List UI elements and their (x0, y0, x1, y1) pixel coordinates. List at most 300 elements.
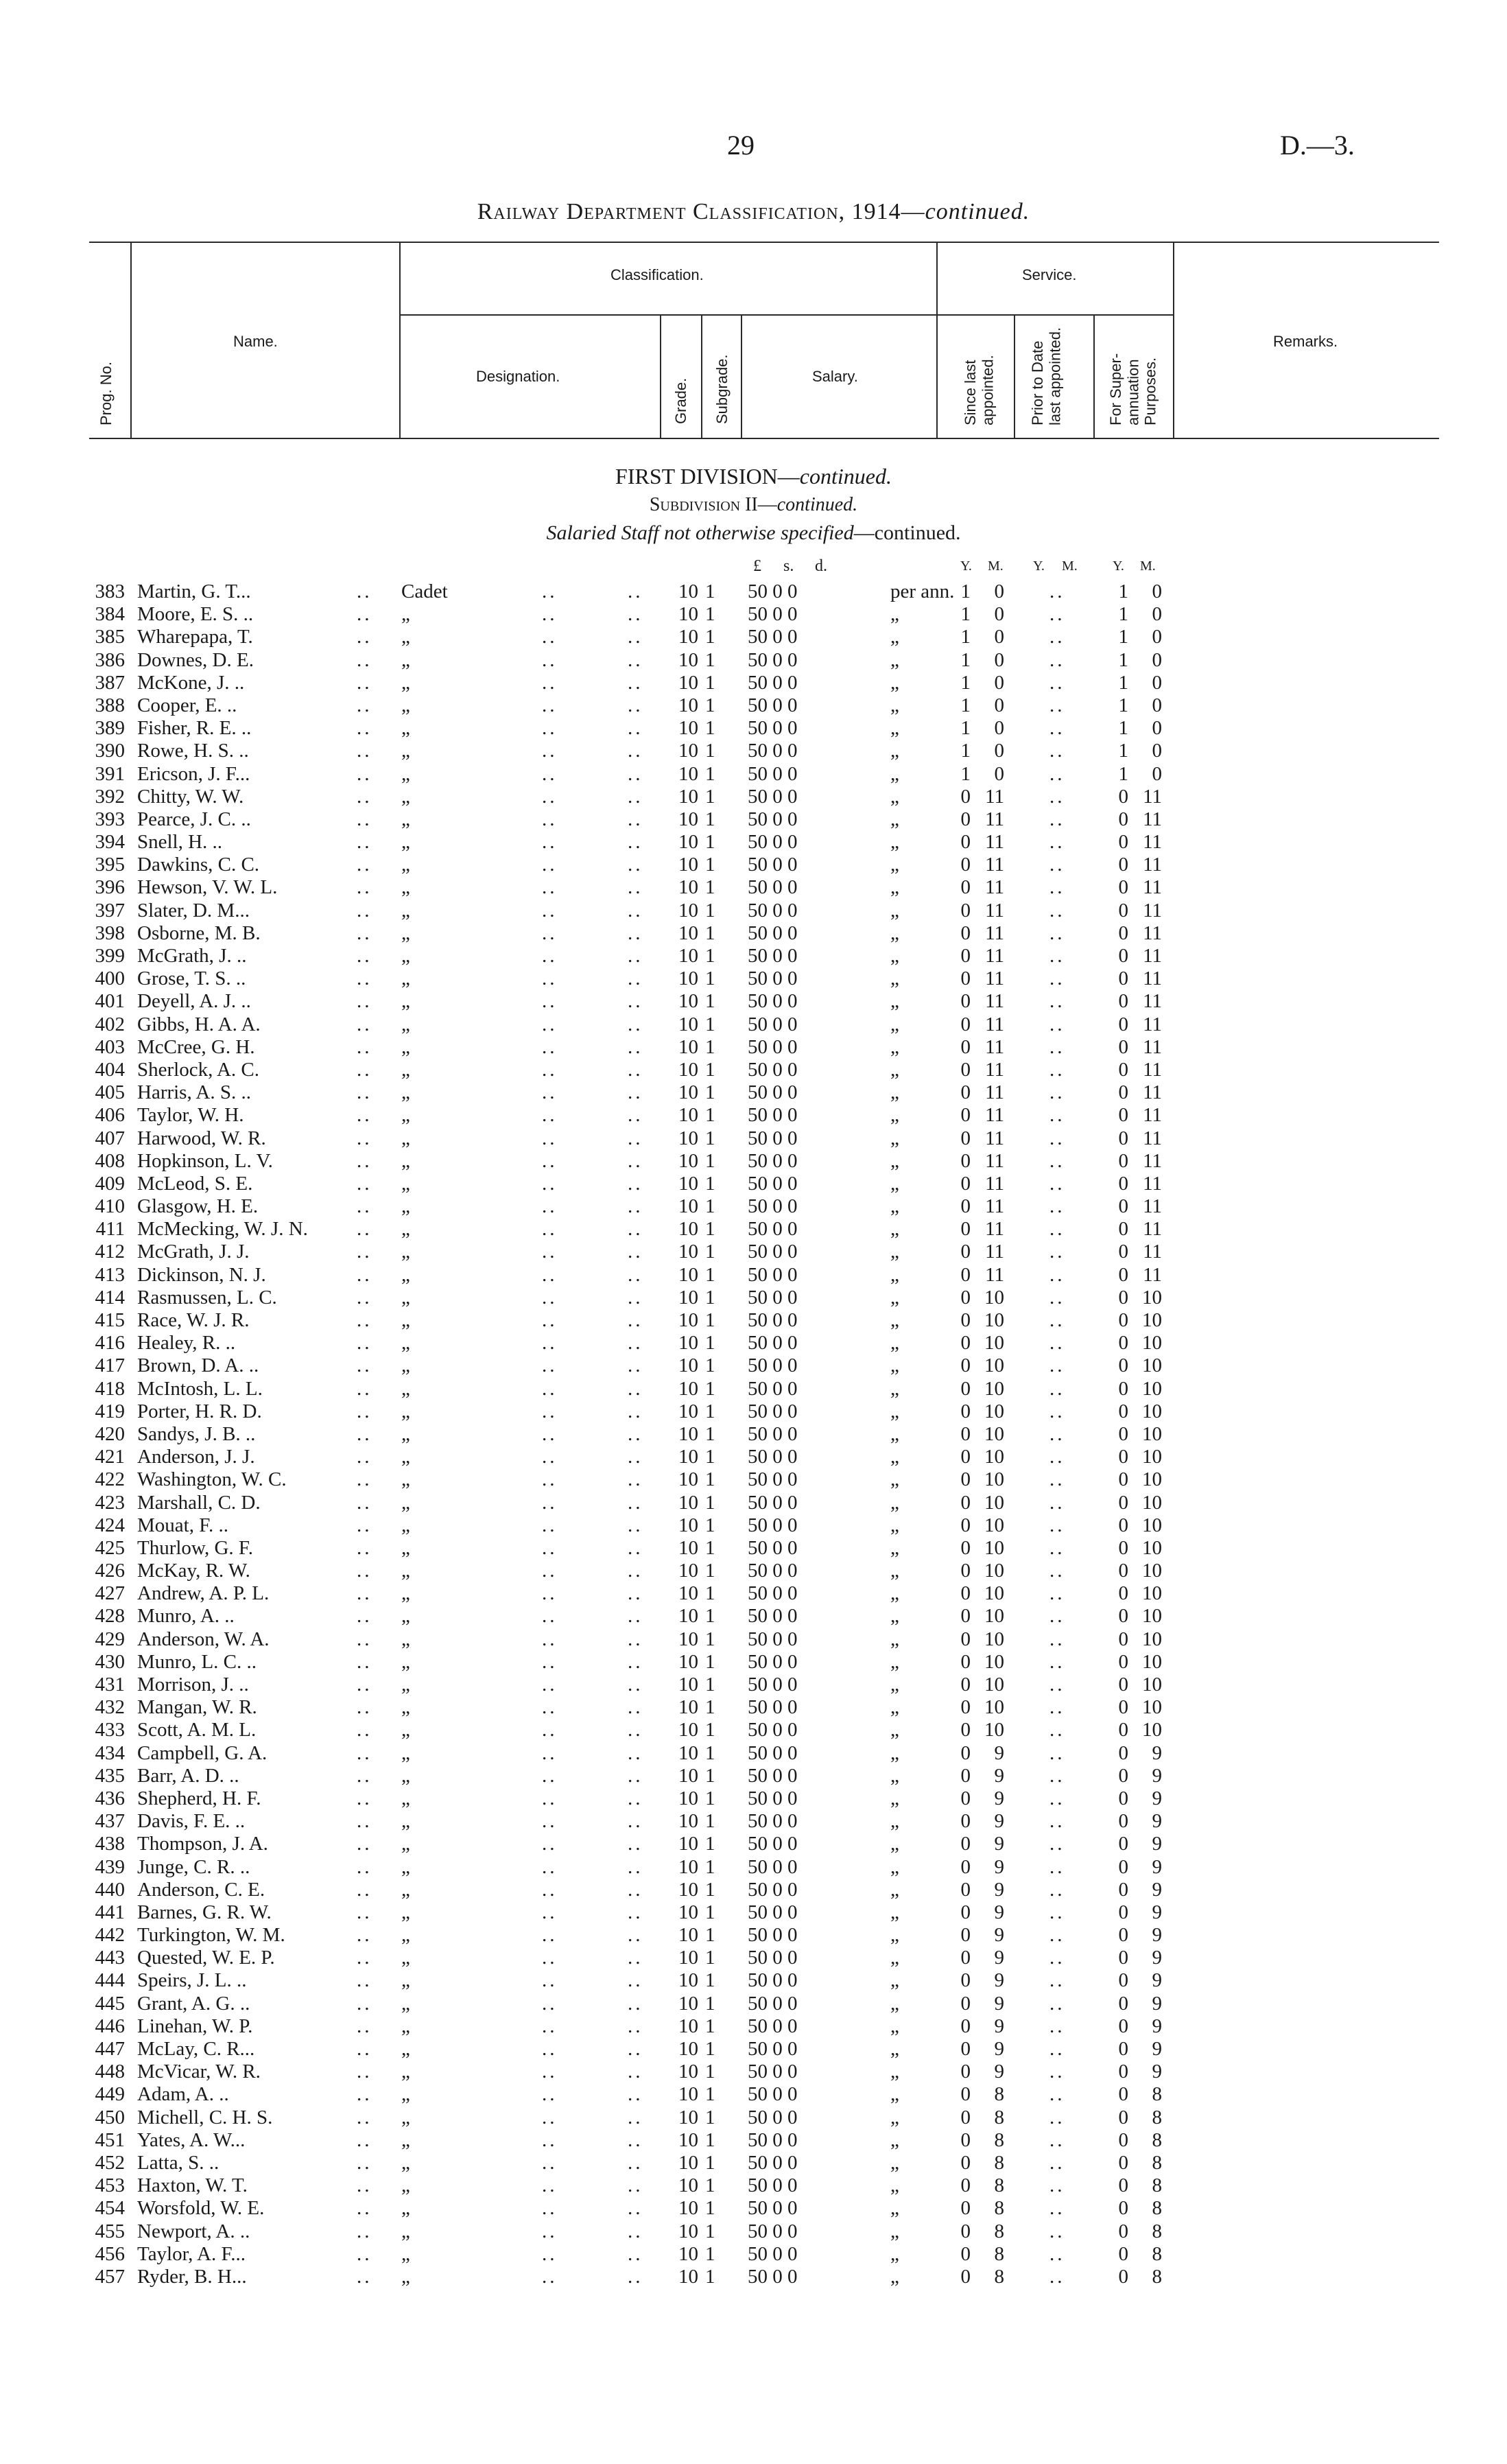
since-months: 10 (984, 1719, 1004, 1741)
staff-name: Munro, A. .. (137, 1605, 235, 1628)
subgrade: 1 (705, 1582, 715, 1605)
subgrade: 1 (705, 1628, 715, 1650)
subgrade: 1 (705, 2083, 715, 2106)
staff-name: Harwood, W. R. (137, 1127, 266, 1149)
super-months: 11 (1143, 831, 1162, 854)
salary-period: „ (890, 648, 899, 671)
subgrade: 1 (705, 1969, 715, 1992)
super-months: 11 (1143, 854, 1162, 876)
leader-dots: .. (628, 1878, 643, 1901)
since-months: 11 (985, 990, 1004, 1013)
subgrade: 1 (705, 1035, 715, 1058)
leader-dots: .. (357, 1833, 372, 1855)
prior-service: .. (1049, 1696, 1065, 1719)
prog-number: 391 (95, 762, 125, 785)
leader-dots: .. (628, 1855, 643, 1878)
super-years: 1 (1118, 603, 1128, 626)
leader-dots: .. (542, 1878, 558, 1901)
salary-period: „ (890, 1377, 899, 1400)
grade: 10 (678, 1560, 698, 1582)
prog-number: 386 (95, 648, 125, 671)
staff-name: McKone, J. .. (137, 671, 245, 694)
prog-number: 430 (95, 1650, 125, 1673)
leader-dots: .. (628, 808, 643, 830)
designation: „ (401, 1354, 410, 1377)
leader-dots: .. (628, 1628, 643, 1650)
leader-dots: .. (628, 1764, 643, 1787)
super-months: 0 (1152, 694, 1162, 716)
leader-dots: .. (357, 1901, 372, 1923)
subgrade: 1 (705, 1468, 715, 1491)
leader-dots: .. (542, 671, 558, 694)
grade: 10 (678, 1741, 698, 1764)
table-row (0, 900, 1507, 922)
prog-number: 399 (95, 945, 125, 967)
since-years: 0 (960, 1172, 971, 1195)
prior-service: .. (1049, 1514, 1065, 1536)
leader-dots: .. (357, 1104, 372, 1127)
salary: 50 0 0 (748, 1810, 798, 1833)
prior-service: .. (1049, 1560, 1065, 1582)
super-months: 10 (1142, 1650, 1162, 1673)
table-row (0, 1901, 1507, 1924)
grade: 10 (678, 1605, 698, 1628)
subgrade: 1 (705, 1172, 715, 1195)
table-row (0, 786, 1507, 808)
salary: 50 0 0 (748, 945, 798, 967)
grade: 10 (678, 1650, 698, 1673)
prog-number: 428 (95, 1605, 125, 1628)
leader-dots: .. (628, 1127, 643, 1149)
since-months: 10 (984, 1605, 1004, 1628)
since-years: 0 (960, 1969, 971, 1992)
super-months: 0 (1152, 603, 1162, 626)
since-years: 0 (960, 876, 971, 899)
subgrade: 1 (705, 1149, 715, 1172)
designation: „ (401, 740, 410, 762)
prog-number: 455 (95, 2220, 125, 2242)
leader-dots: .. (542, 967, 558, 990)
super-months: 11 (1143, 945, 1162, 967)
subgrade: 1 (705, 1719, 715, 1741)
leader-dots: .. (542, 2128, 558, 2151)
super-months: 0 (1152, 762, 1162, 785)
since-years: 1 (960, 671, 971, 694)
grade: 10 (678, 1833, 698, 1855)
since-years: 0 (960, 1309, 971, 1331)
since-years: 0 (960, 2038, 971, 2060)
leader-dots: .. (628, 1947, 643, 1969)
prior-service: .. (1049, 831, 1065, 854)
subgrade: 1 (705, 1810, 715, 1833)
salary-period: „ (890, 1947, 899, 1969)
designation: „ (401, 2038, 410, 2060)
staff-name: Morrison, J. .. (137, 1674, 249, 1696)
prog-number: 444 (95, 1969, 125, 1992)
subgrade: 1 (705, 2038, 715, 2060)
staff-name: Haxton, W. T. (137, 2174, 248, 2197)
salary: 50 0 0 (748, 1901, 798, 1923)
leader-dots: .. (628, 831, 643, 854)
designation: „ (401, 1263, 410, 1286)
prog-number: 446 (95, 2015, 125, 2037)
subgrade: 1 (705, 1422, 715, 1445)
leader-dots: .. (628, 1400, 643, 1422)
designation: „ (401, 1422, 410, 1445)
since-months: 11 (985, 945, 1004, 967)
prog-number: 408 (95, 1149, 125, 1172)
leader-dots: .. (628, 854, 643, 876)
table-row (0, 1674, 1507, 1696)
grade: 10 (678, 2151, 698, 2174)
salary: 50 0 0 (748, 671, 798, 694)
since-years: 0 (960, 1901, 971, 1923)
salary-period: „ (890, 1013, 899, 1035)
salary: 50 0 0 (748, 1491, 798, 1514)
prior-service: .. (1049, 1947, 1065, 1969)
salary-period: „ (890, 2220, 899, 2242)
leader-dots: .. (628, 1195, 643, 1218)
since-months: 10 (984, 1650, 1004, 1673)
since-months: 9 (994, 1924, 1004, 1947)
prior-service: .. (1049, 2242, 1065, 2265)
salary-period: „ (890, 2128, 899, 2151)
salary: 50 0 0 (748, 2038, 798, 2060)
salary: 50 0 0 (748, 626, 798, 648)
super-months: 10 (1142, 1628, 1162, 1650)
grade: 10 (678, 785, 698, 808)
grade: 10 (678, 899, 698, 922)
staff-name: Brown, D. A. .. (137, 1354, 259, 1377)
since-months: 11 (985, 1104, 1004, 1127)
salary: 50 0 0 (748, 1149, 798, 1172)
since-months: 9 (994, 1901, 1004, 1923)
leader-dots: .. (542, 762, 558, 785)
super-months: 9 (1152, 1878, 1162, 1901)
grade: 10 (678, 990, 698, 1013)
leader-dots: .. (628, 2265, 643, 2288)
since-years: 0 (960, 1992, 971, 2015)
grade: 10 (678, 1969, 698, 1992)
subgrade: 1 (705, 1514, 715, 1536)
designation: „ (401, 1149, 410, 1172)
salary-period: „ (890, 1810, 899, 1833)
salary-period: per ann. (890, 580, 955, 602)
leader-dots: .. (357, 1969, 372, 1992)
prior-service: .. (1049, 1127, 1065, 1149)
salary-period: „ (890, 1058, 899, 1081)
leader-dots: .. (357, 648, 372, 671)
since-months: 11 (985, 785, 1004, 808)
subgrade: 1 (705, 1878, 715, 1901)
super-years: 0 (1118, 1058, 1128, 1081)
leader-dots: .. (628, 740, 643, 762)
table-row (0, 1287, 1507, 1309)
staff-name: Turkington, W. M. (137, 1924, 285, 1947)
since-years: 1 (960, 580, 971, 602)
super-years: 0 (1118, 1035, 1128, 1058)
leader-dots: .. (628, 1969, 643, 1992)
prior-service: .. (1049, 1605, 1065, 1628)
page-title-main: Railway Department Classification, 1914— (477, 199, 925, 224)
super-years: 0 (1118, 1263, 1128, 1286)
prog-number: 429 (95, 1628, 125, 1650)
table-row (0, 808, 1507, 831)
since-years: 0 (960, 1582, 971, 1605)
subgrade: 1 (705, 1332, 715, 1354)
staff-name: Porter, H. R. D. (137, 1400, 262, 1422)
leader-dots: .. (542, 1195, 558, 1218)
staff-name: Scott, A. M. L. (137, 1719, 257, 1741)
leader-dots: .. (357, 1172, 372, 1195)
table-row (0, 1879, 1507, 1901)
super-years: 0 (1118, 1149, 1128, 1172)
since-months: 11 (985, 1263, 1004, 1286)
super-months: 9 (1152, 2015, 1162, 2037)
super-months: 10 (1142, 1446, 1162, 1468)
salary: 50 0 0 (748, 1013, 798, 1035)
leader-dots: .. (628, 2038, 643, 2060)
since-years: 0 (960, 2174, 971, 2197)
staff-name: Quested, W. E. P. (137, 1947, 275, 1969)
leader-dots: .. (542, 1969, 558, 1992)
page-title (0, 199, 1507, 225)
prior-service: .. (1049, 990, 1065, 1013)
designation: „ (401, 1013, 410, 1035)
salary-period: „ (890, 831, 899, 854)
leader-dots: .. (628, 1719, 643, 1741)
leader-dots: .. (542, 1491, 558, 1514)
table-row (0, 1833, 1507, 1855)
subgrade: 1 (705, 967, 715, 990)
grade: 10 (678, 2083, 698, 2106)
designation: „ (401, 2265, 410, 2288)
super-months: 11 (1143, 1035, 1162, 1058)
prior-service: .. (1049, 1650, 1065, 1673)
super-years: 0 (1118, 945, 1128, 967)
since-years: 1 (960, 717, 971, 740)
leader-dots: .. (628, 1605, 643, 1628)
prog-number: 401 (95, 990, 125, 1013)
subgrade: 1 (705, 2151, 715, 2174)
salary-period: „ (890, 1969, 899, 1992)
subgrade: 1 (705, 854, 715, 876)
prog-number: 437 (95, 1810, 125, 1833)
salary: 50 0 0 (748, 1241, 798, 1263)
since-years: 1 (960, 762, 971, 785)
staff-name: McGrath, J. J. (137, 1241, 250, 1263)
subgrade: 1 (705, 717, 715, 740)
leader-dots: .. (628, 2174, 643, 2197)
staff-name: Snell, H. .. (137, 831, 223, 854)
designation: „ (401, 854, 410, 876)
super-months: 9 (1152, 1741, 1162, 1764)
subgrade: 1 (705, 1104, 715, 1127)
prior-service: .. (1049, 1218, 1065, 1241)
designation: „ (401, 1536, 410, 1559)
grade: 10 (678, 1332, 698, 1354)
leader-dots: .. (542, 580, 558, 602)
designation: „ (401, 671, 410, 694)
prog-number: 440 (95, 1878, 125, 1901)
table-row (0, 1127, 1507, 1150)
prog-number: 451 (95, 2128, 125, 2151)
leader-dots: .. (357, 1422, 372, 1445)
prior-service: .. (1049, 1149, 1065, 1172)
grade: 10 (678, 626, 698, 648)
subgrade: 1 (705, 626, 715, 648)
leader-dots: .. (357, 1354, 372, 1377)
salary: 50 0 0 (748, 648, 798, 671)
designation: „ (401, 1924, 410, 1947)
prog-number: 443 (95, 1947, 125, 1969)
salary: 50 0 0 (748, 967, 798, 990)
salary-period: „ (890, 1901, 899, 1923)
prog-number: 409 (95, 1172, 125, 1195)
salary-period: „ (890, 1582, 899, 1605)
prog-number: 388 (95, 694, 125, 716)
leader-dots: .. (628, 2106, 643, 2128)
leader-dots: .. (542, 717, 558, 740)
grade: 10 (678, 717, 698, 740)
prior-service: .. (1049, 1719, 1065, 1741)
leader-dots: .. (542, 1582, 558, 1605)
grade: 10 (678, 694, 698, 716)
salary: 50 0 0 (748, 1104, 798, 1127)
designation: „ (401, 990, 410, 1013)
salary-period: „ (890, 694, 899, 716)
table-row (0, 1195, 1507, 1218)
leader-dots: .. (542, 1855, 558, 1878)
staff-name: McIntosh, L. L. (137, 1377, 263, 1400)
prog-number: 435 (95, 1764, 125, 1787)
grade: 10 (678, 808, 698, 830)
designation: „ (401, 2151, 410, 2174)
prior-service: .. (1049, 854, 1065, 876)
leader-dots: .. (628, 1035, 643, 1058)
designation: „ (401, 1833, 410, 1855)
staff-name: Munro, L. C. .. (137, 1650, 257, 1673)
subgrade: 1 (705, 648, 715, 671)
super-years: 0 (1118, 1536, 1128, 1559)
grade: 10 (678, 1422, 698, 1445)
leader-dots: .. (542, 808, 558, 830)
super-months: 10 (1142, 1605, 1162, 1628)
table-row (0, 1742, 1507, 1765)
super-years: 0 (1118, 1901, 1128, 1923)
staff-name: Gibbs, H. A. A. (137, 1013, 261, 1035)
subgrade: 1 (705, 671, 715, 694)
since-months: 10 (984, 1354, 1004, 1377)
salary-period: „ (890, 2197, 899, 2220)
prog-number: 410 (95, 1195, 125, 1218)
subgrade: 1 (705, 1696, 715, 1719)
super-years: 0 (1118, 2220, 1128, 2242)
since-months: 10 (984, 1377, 1004, 1400)
designation: „ (401, 2106, 410, 2128)
prog-number: 389 (95, 717, 125, 740)
super-months: 9 (1152, 1947, 1162, 1969)
super-years: 1 (1118, 580, 1128, 602)
since-months: 9 (994, 2061, 1004, 2083)
table-row (0, 2083, 1507, 2106)
table-row (0, 1514, 1507, 1537)
leader-dots: .. (357, 1514, 372, 1536)
since-months: 9 (994, 2015, 1004, 2037)
subdivision-heading-continued: continued. (776, 494, 858, 515)
super-years: 0 (1118, 1514, 1128, 1536)
super-months: 10 (1142, 1582, 1162, 1605)
leader-dots: .. (542, 2220, 558, 2242)
staff-name: Anderson, J. J. (137, 1446, 255, 1468)
leader-dots: .. (628, 1354, 643, 1377)
table-row (0, 694, 1507, 717)
super-months: 9 (1152, 1901, 1162, 1923)
super-years: 0 (1118, 1787, 1128, 1809)
leader-dots: .. (542, 2242, 558, 2265)
designation: „ (401, 2220, 410, 2242)
since-months: 9 (994, 1969, 1004, 1992)
leader-dots: .. (357, 1081, 372, 1104)
salary-period: „ (890, 740, 899, 762)
leader-dots: .. (542, 1309, 558, 1331)
table-row (0, 1765, 1507, 1787)
subgrade: 1 (705, 990, 715, 1013)
prior-service: .. (1049, 1263, 1065, 1286)
leader-dots: .. (628, 1263, 643, 1286)
super-months: 0 (1152, 626, 1162, 648)
salary-period: „ (890, 1491, 899, 1514)
table-row (0, 2197, 1507, 2220)
super-years: 0 (1118, 1013, 1128, 1035)
leader-dots: .. (542, 648, 558, 671)
leader-dots: .. (357, 2197, 372, 2220)
since-years: 0 (960, 1764, 971, 1787)
subgrade: 1 (705, 1263, 715, 1286)
subgrade: 1 (705, 1741, 715, 1764)
header-prior-to-date: Prior to Date last appointed. (1029, 327, 1064, 425)
since-months: 10 (984, 1628, 1004, 1650)
staff-name: Wharepapa, T. (137, 626, 253, 648)
salary-period: „ (890, 2061, 899, 2083)
salary: 50 0 0 (748, 1605, 798, 1628)
subgrade: 1 (705, 1855, 715, 1878)
leader-dots: .. (542, 2265, 558, 2288)
staff-name: McKay, R. W. (137, 1560, 250, 1582)
salary-period: „ (890, 1263, 899, 1286)
leader-dots: .. (357, 1628, 372, 1650)
prog-number: 404 (95, 1058, 125, 1081)
super-months: 11 (1143, 1058, 1162, 1081)
leader-dots: .. (542, 2015, 558, 2037)
leader-dots: .. (542, 2197, 558, 2220)
super-months: 10 (1142, 1514, 1162, 1536)
salary: 50 0 0 (748, 2083, 798, 2106)
salary: 50 0 0 (748, 1218, 798, 1241)
super-years: 0 (1118, 1491, 1128, 1514)
staff-name: Junge, C. R. .. (137, 1855, 250, 1878)
leader-dots: .. (542, 2151, 558, 2174)
subgrade: 1 (705, 1560, 715, 1582)
salary-period: „ (890, 1286, 899, 1309)
grade: 10 (678, 854, 698, 876)
table-row (0, 580, 1507, 603)
subgrade: 1 (705, 1901, 715, 1923)
super-years: 0 (1118, 2151, 1128, 2174)
super-years: 1 (1118, 671, 1128, 694)
table-row (0, 649, 1507, 672)
subgrade: 1 (705, 1764, 715, 1787)
